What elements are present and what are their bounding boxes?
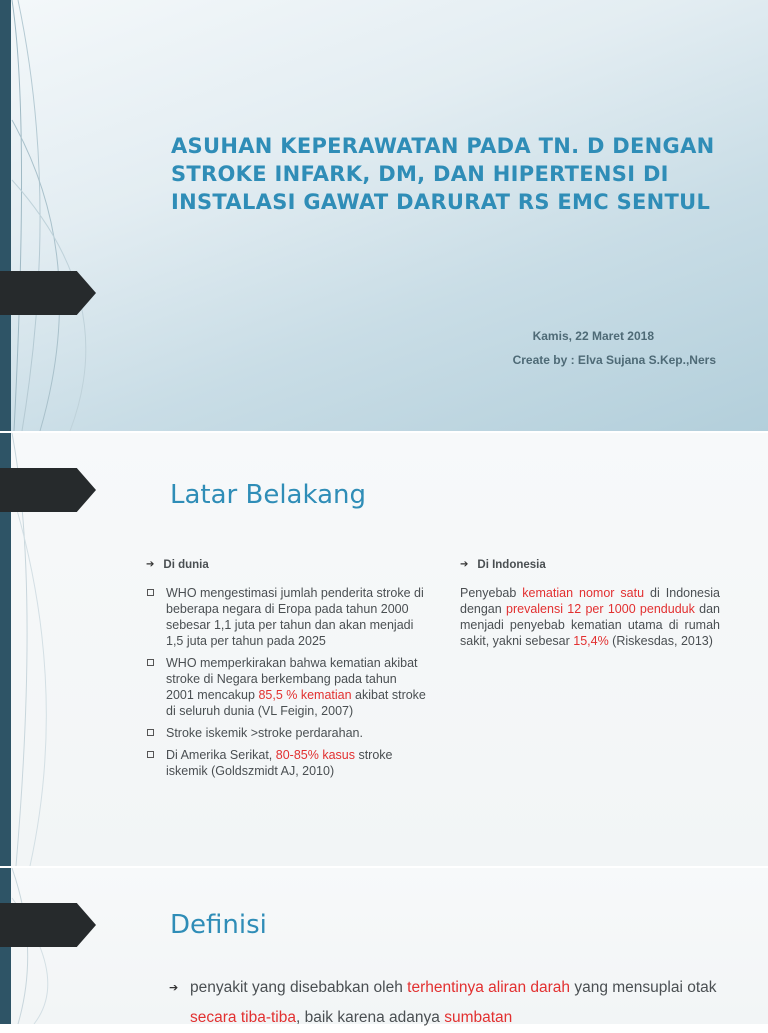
definition-text: ➔ penyakit yang disebabkan oleh terhentinya aliran darah yang mensuplai otak secara tiba-tiba, baik karena adanya sumbatan (170, 973, 730, 1033)
slide-title: Definisi (170, 910, 267, 940)
decorative-lines (0, 0, 160, 431)
list-item: WHO mengestimasi jumlah penderita stroke di beberapa negara di Eropa pada tahun 2000 sebesar 1,1 juta per tahun dan akan menjadi 1,5 juta per tahun pada 2025 (146, 585, 426, 649)
indonesia-paragraph: Penyebab kematian nomor satu di Indonesia dengan prevalensi 12 per 1000 penduduk dan menjadi penyebab kematian utama di rumah sakit, yakni sebesar 15,4% (Riskesdas, 2013) (460, 586, 721, 648)
title-slide (0, 0, 768, 431)
world-heading: ➔ Di dunia (146, 559, 209, 571)
square-bullet-icon (147, 659, 154, 666)
square-bullet-icon (147, 729, 154, 736)
list-item: Stroke iskemik >stroke perdarahan. (146, 725, 426, 741)
indonesia-column (460, 557, 720, 649)
slide-title: Latar Belakang (170, 480, 367, 510)
slide-marker-tab (0, 903, 96, 947)
square-bullet-icon (147, 589, 154, 596)
presentation-date: Kamis, 22 Maret 2018 (532, 329, 654, 343)
slide-marker-tab (0, 271, 96, 315)
presentation-title: ASUHAN KEPERAWATAN PADA TN. D DENGAN STROKE INFARK, DM, DAN HIPERTENSI DI INSTALASI GAWAT DARURAT RS EMC SENTUL (171, 134, 715, 214)
indonesia-heading: ➔ Di Indonesia (460, 559, 546, 571)
list-item: Di Amerika Serikat, 80-85% kasus stroke iskemik (Goldszmidt AJ, 2010) (146, 747, 426, 779)
slide-marker-tab (0, 468, 96, 512)
world-bullet-list (146, 585, 426, 779)
presentation-author: Create by : Elva Sujana S.Kep.,Ners (512, 353, 716, 367)
list-item: WHO memperkirakan bahwa kematian akibat stroke di Negara berkembang pada tahun 2001 mencakup 85,5 % kematian akibat stroke di seluruh dunia (VL Feigin, 2007) (146, 655, 426, 719)
arrow-bullet-icon: ➔ (146, 559, 155, 570)
arrow-bullet-icon: ➔ (460, 559, 469, 570)
world-column (146, 557, 426, 785)
square-bullet-icon (147, 751, 154, 758)
arrow-bullet-icon: ➔ (169, 982, 179, 994)
